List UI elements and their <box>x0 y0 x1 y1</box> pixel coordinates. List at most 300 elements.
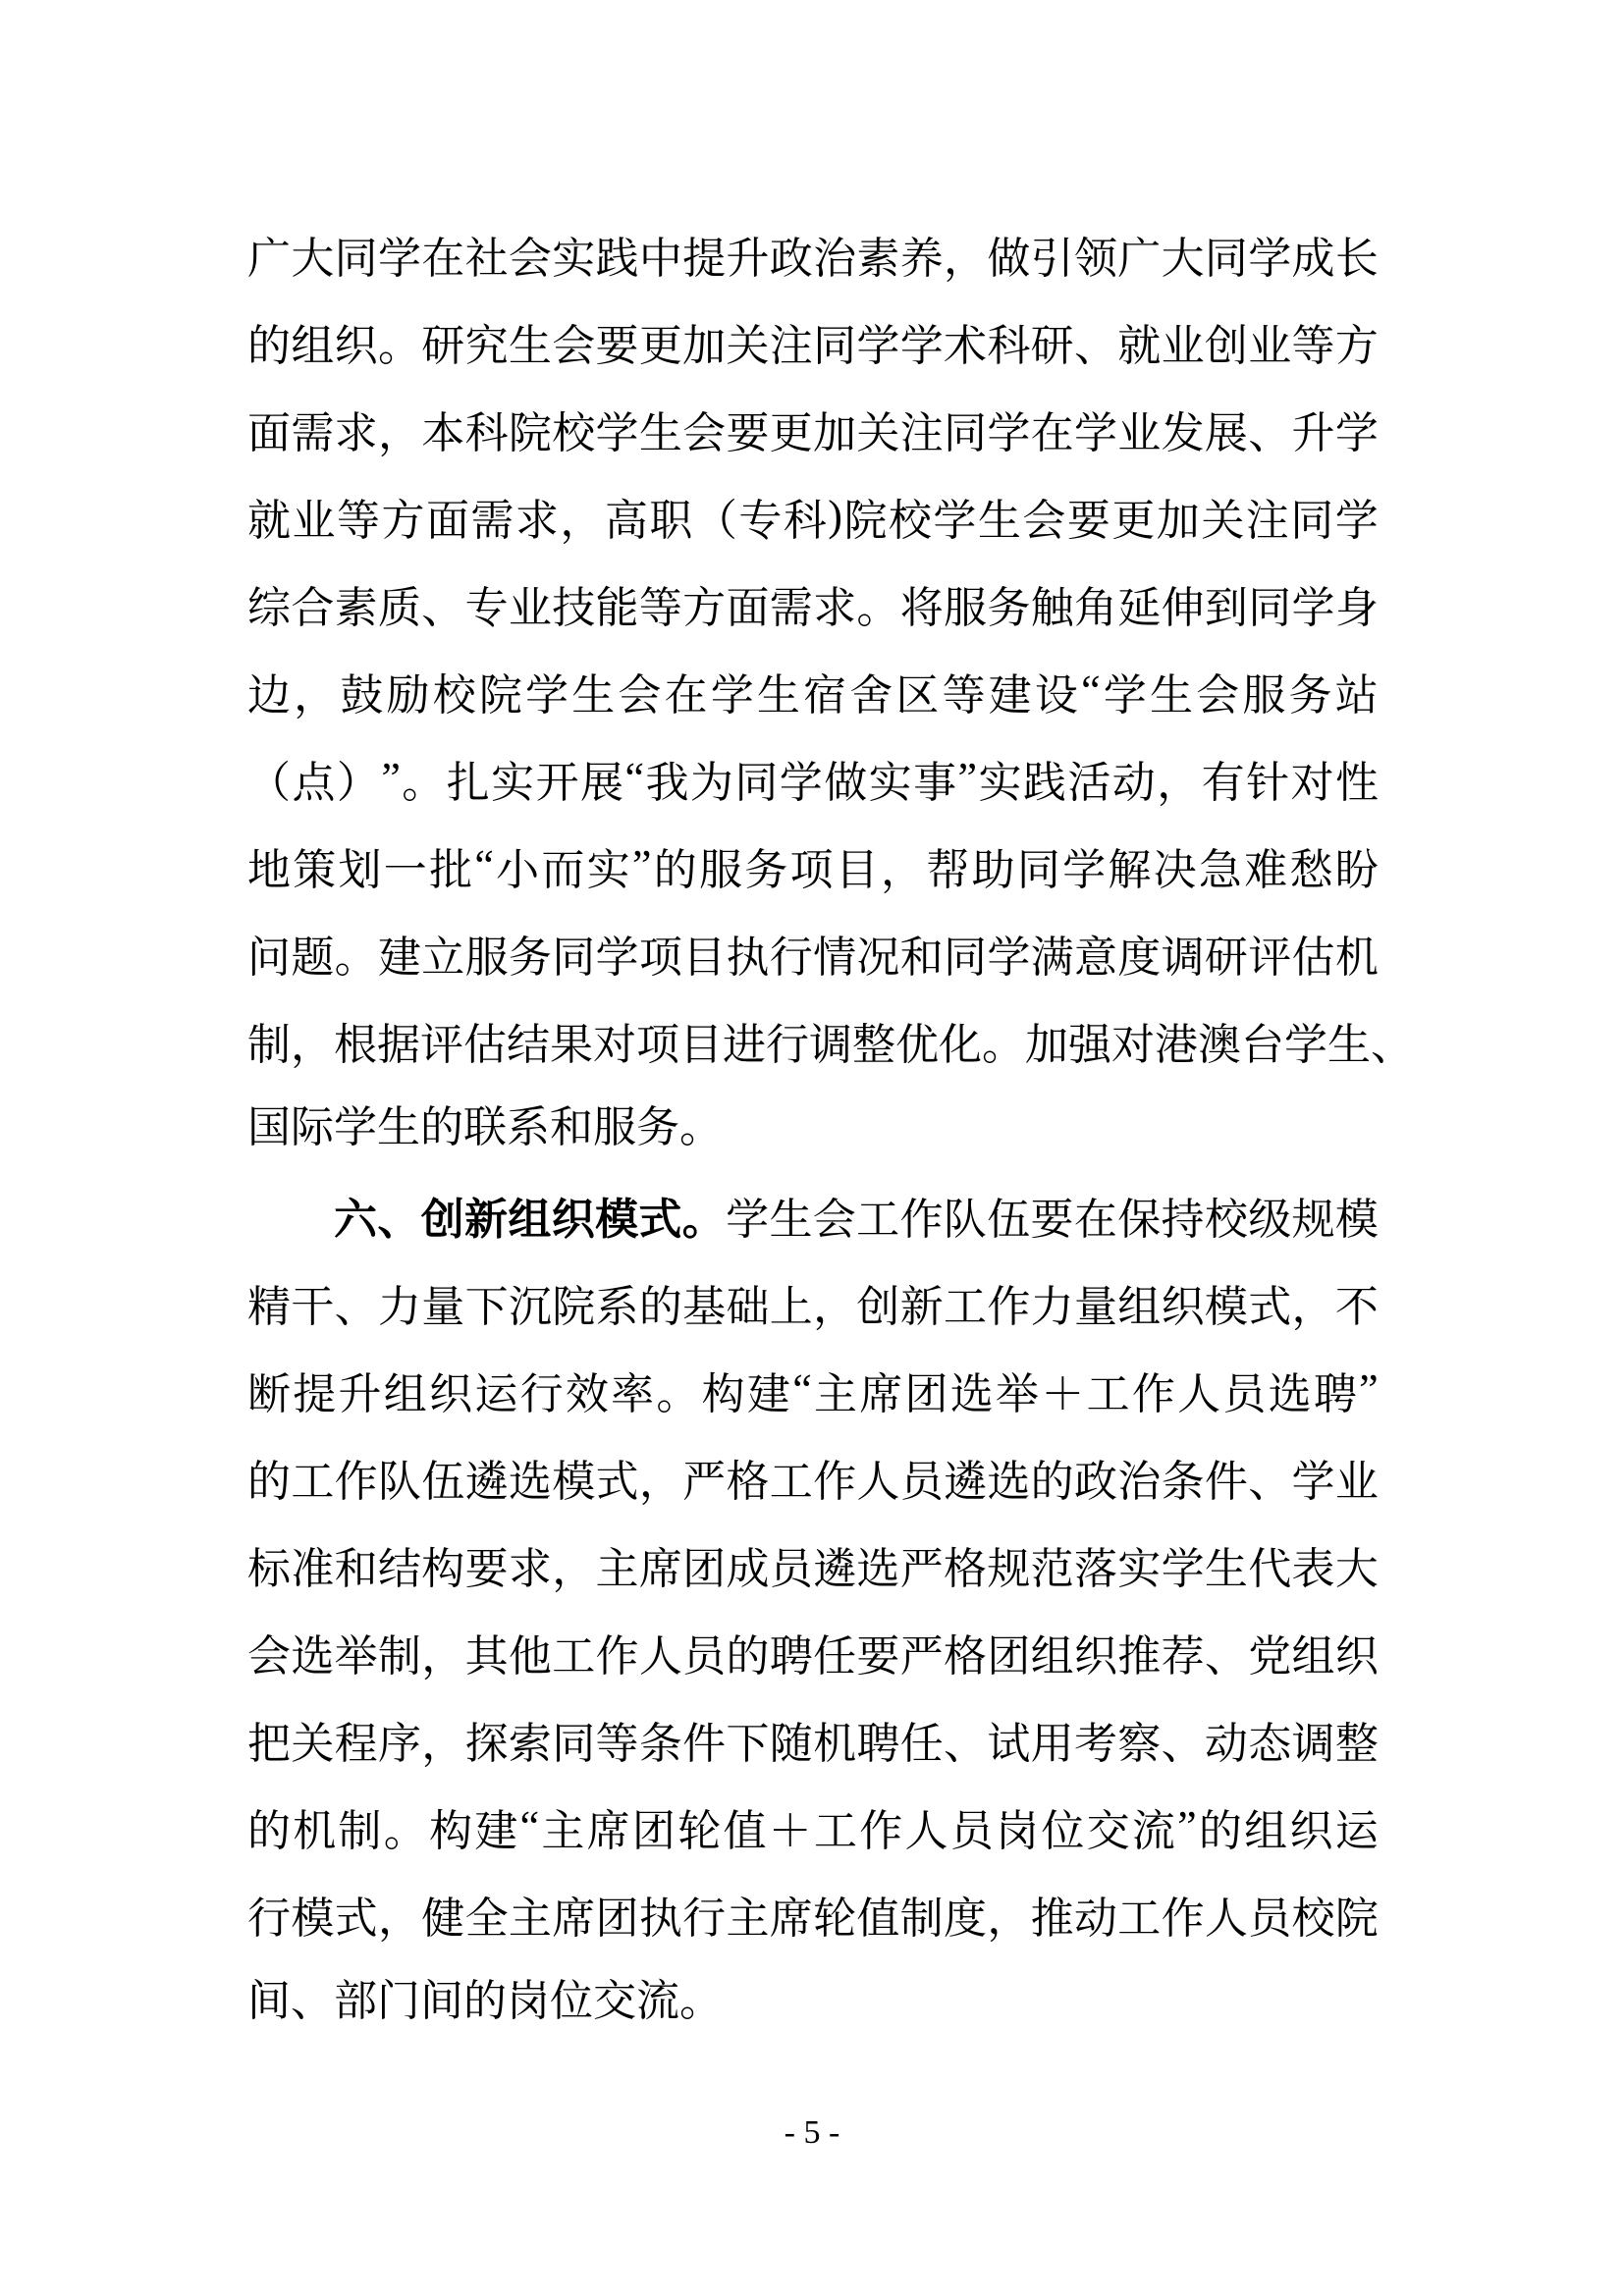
body-char: 织 <box>429 1369 473 1418</box>
body-char: 交 <box>1086 1806 1130 1855</box>
body-char: 任 <box>813 1631 857 1681</box>
body-char: 制 <box>338 1806 382 1855</box>
body-char: 做 <box>824 758 868 807</box>
body-char: 、 <box>1073 321 1117 370</box>
body-char: ， <box>1291 1282 1335 1331</box>
body-char: 同 <box>944 933 987 982</box>
body-char: 全 <box>464 1894 509 1943</box>
body-char: 精 <box>247 1282 291 1331</box>
body-char: 要 <box>464 1544 509 1593</box>
body-char: 对 <box>593 1020 636 1069</box>
body-char: 席 <box>638 1544 682 1593</box>
body-char: 遴 <box>813 1544 857 1593</box>
body-char: 会 <box>247 1631 291 1681</box>
body-char: 队 <box>943 1195 987 1244</box>
body-char: 落 <box>1073 1544 1117 1593</box>
body-char: 学 <box>710 670 754 720</box>
body-char: 学 <box>933 496 977 545</box>
body-char: 组 <box>1291 1631 1335 1681</box>
body-char: 行 <box>682 1894 727 1943</box>
body-char: 模 <box>291 1894 335 1943</box>
body-char: 触 <box>1030 583 1074 632</box>
body-char: 院 <box>843 496 888 545</box>
body-char: 实 <box>868 758 912 807</box>
body-char: 程 <box>334 1719 378 1768</box>
body-char: 综 <box>247 583 291 632</box>
text-line <box>247 472 1379 560</box>
body-char: 生 <box>638 408 682 457</box>
body-char: 运 <box>474 1369 518 1418</box>
body-char: 设 <box>1034 670 1078 720</box>
body-char: 员 <box>682 1631 727 1681</box>
body-char: 实 <box>552 234 596 283</box>
body-char: 断 <box>247 1369 291 1418</box>
body-char: 会 <box>812 1195 856 1244</box>
body-char: 建 <box>988 670 1032 720</box>
body-char: 。 <box>656 1369 700 1418</box>
section-heading-line <box>247 1171 1379 1258</box>
body-char: 轮 <box>813 1894 857 1943</box>
body-char: 院 <box>1334 1894 1379 1943</box>
body-char: 情 <box>813 933 857 982</box>
body-char: 制 <box>247 1020 291 1069</box>
body-char: ， <box>294 670 338 720</box>
body-char: ， <box>421 1631 465 1681</box>
heading-char: 新 <box>464 1195 509 1244</box>
body-char: 务 <box>1288 670 1332 720</box>
body-char: 党 <box>1248 1631 1292 1681</box>
body-char: 在 <box>664 670 708 720</box>
body-char: 团 <box>595 1894 639 1943</box>
body-char: 践 <box>595 234 639 283</box>
body-char: “ <box>519 1802 540 1850</box>
body-char: （ <box>247 758 291 807</box>
body-char: 同 <box>1248 583 1292 632</box>
body-char: 度 <box>1117 933 1162 982</box>
body-char: 急 <box>1198 845 1242 894</box>
body-char: 对 <box>1111 1020 1155 1069</box>
body-char: 立 <box>421 933 465 982</box>
body-char: 的 <box>1030 1457 1074 1506</box>
body-char: 学 <box>1334 496 1379 545</box>
body-char: 引 <box>1030 234 1074 283</box>
body-char: 范 <box>1030 1544 1074 1593</box>
body-char: 、 <box>1248 1457 1292 1506</box>
body-char: 量 <box>421 1282 465 1331</box>
body-char: 创 <box>1204 321 1248 370</box>
page-footer <box>0 2112 1624 2154</box>
body-char: 作 <box>334 1457 378 1506</box>
body-char: 结 <box>507 1020 550 1069</box>
body-char: 做 <box>987 234 1031 283</box>
body-char: 等 <box>1291 321 1335 370</box>
body-char: 能 <box>595 583 639 632</box>
body-char: 目 <box>835 845 879 894</box>
body-char: 关 <box>1201 496 1245 545</box>
body-char: 将 <box>899 583 944 632</box>
body-char: 组 <box>1030 1631 1074 1681</box>
body-char: 建 <box>474 1806 518 1855</box>
body-char: 组 <box>291 321 335 370</box>
body-char: 举 <box>334 1631 378 1681</box>
body-char: 流 <box>1131 1806 1175 1855</box>
body-char: ， <box>1157 758 1201 807</box>
body-char: 标 <box>247 1544 291 1593</box>
text-line <box>247 1957 1379 2045</box>
body-char: 校 <box>1204 1195 1248 1244</box>
body-char: 序 <box>377 1719 421 1768</box>
body-char: ＋ <box>1041 1369 1085 1418</box>
body-char: 、 <box>1204 1631 1248 1681</box>
body-char: 团 <box>987 1631 1031 1681</box>
body-char: 员 <box>1222 1369 1267 1418</box>
body-char: 服 <box>464 933 509 982</box>
body-char: 整 <box>1334 1719 1379 1768</box>
body-char: 优 <box>895 1020 939 1069</box>
body-char: 加 <box>1025 1020 1068 1069</box>
body-char: 构 <box>701 1369 745 1418</box>
body-char: 条 <box>1161 1457 1205 1506</box>
body-char: 员 <box>949 1806 994 1855</box>
body-char: 校 <box>552 408 596 457</box>
body-char: 升 <box>338 1369 382 1418</box>
heading-char: 创 <box>420 1195 464 1244</box>
body-char: 批 <box>429 845 473 894</box>
body-char: 需 <box>470 496 514 545</box>
text-line <box>247 909 1379 996</box>
body-char: 高 <box>604 496 648 545</box>
body-char: 作 <box>595 1631 639 1681</box>
body-char: 舍 <box>849 670 893 720</box>
body-char: 领 <box>1073 234 1117 283</box>
text-line <box>247 1521 1379 1608</box>
body-char: 助 <box>971 845 1015 894</box>
body-char: 小 <box>496 845 540 894</box>
body-char: ” <box>957 754 978 802</box>
body-char: 学 <box>1248 234 1292 283</box>
body-char: 选 <box>508 1457 552 1506</box>
body-char: 聘 <box>769 1631 813 1681</box>
body-char: 素 <box>856 234 900 283</box>
text-line <box>247 734 1379 822</box>
body-char: 社 <box>464 234 509 283</box>
body-char: 术 <box>944 321 987 370</box>
body-char: 工 <box>1117 1894 1162 1943</box>
body-char: 生 <box>1149 670 1193 720</box>
body-char: 的 <box>653 845 697 894</box>
body-char: 等 <box>336 496 380 545</box>
body-char: 主 <box>813 1369 857 1418</box>
body-char: 评 <box>420 1020 463 1069</box>
body-char: 态 <box>1248 1719 1292 1768</box>
body-char: 对 <box>1290 758 1334 807</box>
body-char: 据 <box>377 1020 420 1069</box>
body-char: 。 <box>402 758 446 807</box>
body-char: 升 <box>1291 408 1335 457</box>
body-char: 难 <box>1244 845 1288 894</box>
body-char: 作 <box>813 1457 857 1506</box>
body-char: ) <box>828 492 842 540</box>
body-char: 就 <box>1117 321 1162 370</box>
body-char: 方 <box>381 496 425 545</box>
body-char: 长 <box>1334 234 1379 283</box>
body-char: 位 <box>1041 1806 1085 1855</box>
body-char: 和 <box>334 1544 378 1593</box>
body-char: 整 <box>852 1020 895 1069</box>
body-char: 目 <box>679 1020 723 1069</box>
body-char: 业 <box>1161 321 1205 370</box>
body-char: 严 <box>682 1457 727 1506</box>
body-char: 会 <box>552 321 596 370</box>
heading-char: 组 <box>508 1195 552 1244</box>
body-char: 展 <box>1204 408 1248 457</box>
body-char: 提 <box>293 1369 337 1418</box>
body-char: 关 <box>726 321 770 370</box>
body-char: 根 <box>334 1020 377 1069</box>
body-char: 察 <box>1117 1719 1162 1768</box>
body-char: 、 <box>1371 1020 1414 1069</box>
body-char: ， <box>560 496 604 545</box>
body-char: ， <box>881 845 925 894</box>
body-char: 作 <box>1131 1369 1175 1418</box>
body-char: 动 <box>1073 1894 1117 1943</box>
body-char: 学 <box>1103 670 1147 720</box>
body-char: 式 <box>1248 1282 1292 1331</box>
body-char: 治 <box>1117 1457 1162 1506</box>
body-char: 保 <box>1117 1195 1162 1244</box>
body-char: 学 <box>1291 583 1335 632</box>
body-char: 职 <box>649 496 693 545</box>
body-char: 升 <box>726 234 770 283</box>
body-char: 发 <box>1161 408 1205 457</box>
body-char: 值 <box>856 1894 900 1943</box>
body-char: ， <box>377 1894 421 1943</box>
body-char: 帮 <box>926 845 970 894</box>
body-char: 政 <box>769 234 813 283</box>
body-char: 结 <box>377 1544 421 1593</box>
text-line <box>247 297 1379 385</box>
text-line <box>247 1084 1379 1171</box>
text-line <box>247 822 1379 909</box>
body-char: 解 <box>1108 845 1152 894</box>
body-char: 工 <box>291 1457 335 1506</box>
body-char: 件 <box>1204 1457 1248 1506</box>
body-char: 、 <box>421 583 465 632</box>
body-char: 调 <box>1291 1719 1335 1768</box>
body-char: 项 <box>636 1020 679 1069</box>
body-char: 学 <box>779 758 823 807</box>
body-char: ， <box>377 408 421 457</box>
body-char: 面 <box>247 408 291 457</box>
body-char: 运 <box>1334 1806 1379 1855</box>
body-char: 持 <box>1161 1195 1205 1244</box>
body-char: 服 <box>944 583 987 632</box>
body-char: 划 <box>338 845 382 894</box>
body-char: 到 <box>1204 583 1248 632</box>
body-char: 构 <box>421 1544 465 1593</box>
body-char: 动 <box>1204 1719 1248 1768</box>
body-char: 遴 <box>944 1457 987 1506</box>
body-char: 业 <box>508 583 552 632</box>
body-char: 注 <box>769 321 813 370</box>
body-char: ， <box>944 234 987 283</box>
body-char: 伍 <box>421 1457 465 1506</box>
body-char: 规 <box>987 1544 1031 1593</box>
body-char: “ <box>624 754 644 802</box>
body-char: 求 <box>334 408 378 457</box>
body-char: 素 <box>334 583 378 632</box>
body-char: 人 <box>638 1631 682 1681</box>
body-char: 目 <box>682 933 727 982</box>
body-char: 上 <box>769 1282 813 1331</box>
body-char: ， <box>638 1457 682 1506</box>
body-char: 构 <box>429 1806 473 1855</box>
body-char: ， <box>552 1544 596 1593</box>
body-char: 问 <box>247 933 291 982</box>
body-char: 况 <box>856 933 900 982</box>
body-char: 生 <box>1327 1020 1371 1069</box>
body-char: “ <box>474 841 494 889</box>
body-char: 会 <box>682 408 727 457</box>
body-char: 等 <box>638 583 682 632</box>
body-char: 推 <box>1117 1631 1162 1681</box>
body-char: 。 <box>334 933 378 982</box>
body-char: 主 <box>541 1806 585 1855</box>
body-char: 格 <box>944 1631 987 1681</box>
body-char: 。 <box>383 1806 427 1855</box>
body-char: 织 <box>1161 1282 1205 1331</box>
body-char: 荐 <box>1161 1631 1205 1681</box>
body-char: 专 <box>464 583 509 632</box>
body-char: 宿 <box>803 670 847 720</box>
text-line <box>247 560 1379 647</box>
text-line <box>247 210 1379 297</box>
body-char: 格 <box>944 1544 987 1593</box>
body-char: 行 <box>769 933 813 982</box>
body-char: 动 <box>1111 758 1156 807</box>
body-char: 级 <box>1248 1195 1292 1244</box>
body-char: 就 <box>247 496 291 545</box>
body-char: 专 <box>738 496 783 545</box>
body-char: 准 <box>291 1544 335 1593</box>
body-char: 研 <box>421 321 465 370</box>
body-char: 选 <box>949 1369 994 1418</box>
body-char: 台 <box>1241 1020 1284 1069</box>
body-char: 关 <box>856 408 900 457</box>
body-char: 面 <box>726 583 770 632</box>
body-char: 。 <box>377 321 421 370</box>
body-char: 大 <box>1334 1544 1379 1593</box>
body-char: 政 <box>1073 1457 1117 1506</box>
body-char: 院 <box>552 1282 596 1331</box>
body-char: 中 <box>638 234 682 283</box>
body-char: 伸 <box>1161 583 1205 632</box>
text-line <box>247 1608 1379 1695</box>
body-char: 实 <box>586 845 630 894</box>
heading-char: 织 <box>551 1195 595 1244</box>
body-char: 行 <box>519 1369 564 1418</box>
heading-char: 。 <box>681 1195 726 1244</box>
body-char: 人 <box>1177 1369 1221 1418</box>
body-char: 机 <box>813 1719 857 1768</box>
body-char: 织 <box>1073 1631 1117 1681</box>
body-char: 组 <box>1244 1806 1288 1855</box>
body-char: 的 <box>247 1457 291 1506</box>
body-char: 服 <box>698 845 742 894</box>
heading-char: 模 <box>595 1195 639 1244</box>
text-line <box>247 996 1414 1084</box>
body-char: 行 <box>247 1894 291 1943</box>
body-char: 会 <box>1196 670 1240 720</box>
body-char: 主 <box>726 1894 770 1943</box>
body-char: 代 <box>1248 1544 1292 1593</box>
body-char: 究 <box>464 321 509 370</box>
text-line <box>247 1346 1379 1433</box>
body-char: 生 <box>769 1195 813 1244</box>
body-char: ， <box>987 1894 1031 1943</box>
body-char: 关 <box>291 1719 335 1768</box>
body-char: 注 <box>899 408 944 457</box>
body-char: 作 <box>987 1282 1031 1331</box>
body-char: 养 <box>899 234 944 283</box>
heading-char: 六 <box>334 1195 377 1244</box>
body-char: 席 <box>769 1894 813 1943</box>
body-char: 业 <box>1334 1457 1379 1506</box>
body-char: 、 <box>1248 408 1292 457</box>
body-char: ， <box>813 1282 857 1331</box>
body-char: 更 <box>1111 496 1156 545</box>
body-char: 扎 <box>446 758 490 807</box>
body-char: 题 <box>291 933 335 982</box>
body-char: 不 <box>1334 1282 1379 1331</box>
body-char: 考 <box>1073 1719 1117 1768</box>
body-char: 队 <box>377 1457 421 1506</box>
body-char: 团 <box>904 1369 948 1418</box>
body-char: 学 <box>899 321 944 370</box>
body-char: 方 <box>1334 321 1379 370</box>
body-char: 进 <box>723 1020 766 1069</box>
body-char: ” <box>631 841 652 889</box>
body-char: 员 <box>899 1457 944 1506</box>
body-char: 业 <box>1117 408 1162 457</box>
body-char: 他 <box>508 1631 552 1681</box>
body-char: 大 <box>291 234 335 283</box>
body-char: 更 <box>769 408 813 457</box>
body-char: 本 <box>421 408 465 457</box>
body-char: 学 <box>726 1195 770 1244</box>
body-char: 用 <box>1030 1719 1074 1768</box>
body-char: 同 <box>1204 234 1248 283</box>
body-char: 效 <box>565 1369 609 1418</box>
body-char: 面 <box>425 496 469 545</box>
body-char: 同 <box>552 933 596 982</box>
body-char: “ <box>792 1365 812 1414</box>
body-char: ” <box>1177 1802 1197 1850</box>
body-char: 会 <box>618 670 662 720</box>
body-char: 学 <box>1062 845 1107 894</box>
body-char: 研 <box>1204 933 1248 982</box>
body-char: 项 <box>638 933 682 982</box>
body-char: 研 <box>1030 321 1074 370</box>
body-char: ” <box>1359 1365 1379 1414</box>
body-char: 探 <box>464 1719 509 1768</box>
body-char: 一 <box>383 845 427 894</box>
body-char: 聘 <box>1313 1369 1357 1418</box>
body-char: 合 <box>291 583 335 632</box>
body-char: 席 <box>586 1806 630 1855</box>
body-char: 要 <box>595 321 639 370</box>
body-char: 下 <box>726 1719 770 1768</box>
